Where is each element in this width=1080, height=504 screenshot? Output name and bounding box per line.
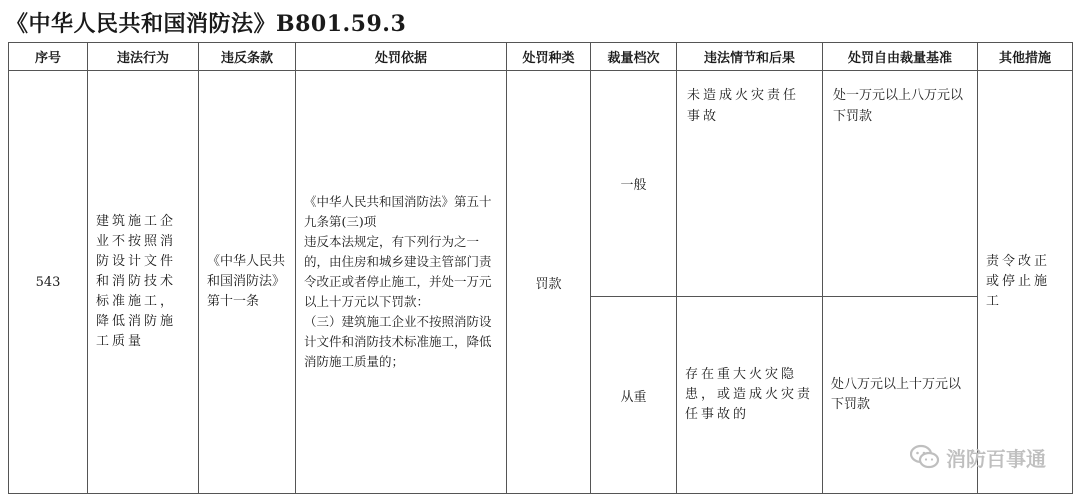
violation-cell [88, 71, 199, 494]
watermark-text: 消防百事通 [946, 446, 1046, 471]
basis-paragraph: 违反本法规定，有下列行为之一的，由住房和城乡建设主管部门责令改正或者停止施工，并处一万元以上十万元以下罚款： [304, 234, 492, 309]
header-other-measures: 其他措施 [978, 43, 1073, 71]
header-violated-clause: 违反条款 [199, 43, 296, 71]
other-measures-text: 责令改正或停止施工 [986, 254, 1051, 309]
violated-clause-text: 《中华人民共和国消防法》第十一条 [207, 254, 286, 309]
basis-paragraph: 《中华人民共和国消防法》第五十九条第(三)项 [304, 194, 492, 229]
violation-text: 建筑施工企业不按照消防设计文件和消防技术标准施工，降低消防施工质量 [96, 214, 177, 349]
circumstance-general-cell [677, 71, 823, 297]
header-violation: 违法行为 [88, 43, 199, 71]
header-grade: 裁量档次 [591, 43, 677, 71]
grade-severe: 从重 [591, 297, 677, 494]
circumstance-severe-cell [677, 297, 823, 494]
standard-severe: 处八万元以上十万元以下罚款 [831, 377, 962, 412]
standard-general-cell [823, 71, 978, 297]
grade-general: 一般 [591, 71, 677, 297]
document-title: 《中华人民共和国消防法》B801.59.3 [6, 11, 407, 37]
row-number: 543 [9, 71, 88, 494]
violated-clause-cell [199, 71, 296, 494]
basis-paragraph: （三）建筑施工企业不按照消防设计文件和消防技术标准施工，降低消防施工质量的； [304, 314, 492, 369]
header-basis: 处罚依据 [296, 43, 507, 71]
basis-cell [296, 71, 507, 494]
watermark [910, 442, 1046, 472]
penalty-type: 罚款 [507, 71, 591, 494]
header-number: 序号 [9, 43, 88, 71]
header-standard: 处罚自由裁量基准 [823, 43, 978, 71]
header-circumstance: 违法情节和后果 [677, 43, 823, 71]
other-measures-cell [978, 71, 1073, 494]
penalty-table [8, 42, 1073, 494]
basis-text [296, 192, 506, 372]
circumstance-general: 未造成火灾责任事故 [687, 88, 800, 124]
table-header-row [9, 43, 1073, 71]
table-row [9, 71, 1073, 297]
header-penalty-type: 处罚种类 [507, 43, 591, 71]
wechat-icon [910, 444, 940, 470]
standard-general: 处一万元以上八万元以下罚款 [833, 88, 964, 124]
circumstance-severe: 存在重大火灾隐患，或造成火灾责任事故的 [685, 367, 814, 422]
